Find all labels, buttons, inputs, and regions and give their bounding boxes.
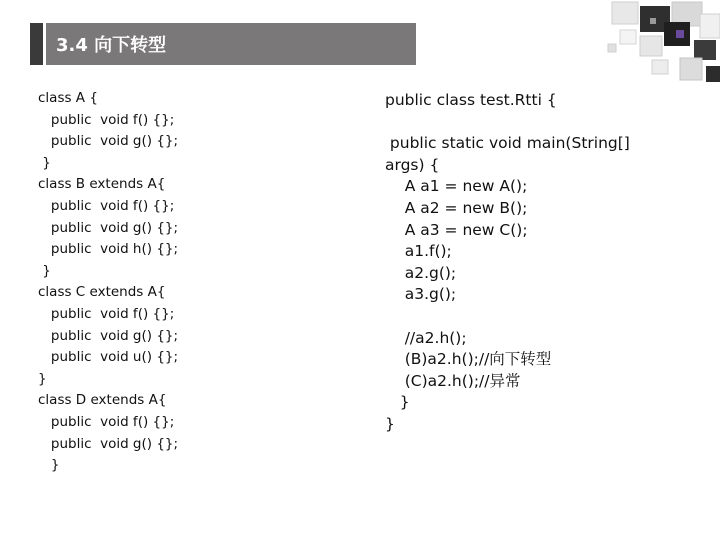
title-accent-divider — [43, 23, 46, 65]
cube-decoration — [608, 2, 720, 82]
slide-title: 3.4 向下转型 — [56, 35, 167, 56]
right-code-block — [385, 90, 630, 436]
code-line: public void f() {}; — [38, 111, 175, 128]
code-line: public class test.Rtti { — [385, 91, 557, 109]
code-line: class B extends A{ — [38, 176, 166, 193]
code-line: public void u() {}; — [38, 349, 179, 366]
code-line: a2.g(); — [385, 263, 457, 282]
code-line: class A { — [38, 90, 98, 106]
code-line: public void f() {}; — [38, 197, 175, 214]
code-line: public void g() {}; — [38, 219, 179, 236]
code-line: public void h() {}; — [38, 241, 179, 258]
code-line: args) { — [385, 155, 440, 174]
code-line: A a1 = new A(); — [385, 177, 528, 196]
code-line: //a2.h(); — [385, 328, 467, 347]
code-line: public static void main(String[] — [385, 134, 630, 153]
code-line: public void g() {}; — [38, 435, 179, 452]
code-line: } — [385, 414, 395, 433]
code-line — [385, 112, 630, 134]
code-line: public void f() {}; — [38, 305, 175, 322]
code-line: } — [38, 154, 51, 171]
code-line: (C)a2.h();//异常 — [385, 371, 521, 390]
left-code-block — [38, 88, 178, 477]
code-line: A a2 = new B(); — [385, 198, 528, 217]
code-line: a1.f(); — [385, 242, 452, 261]
code-line — [385, 306, 630, 328]
code-line: public void g() {}; — [38, 327, 179, 344]
code-line: a3.g(); — [385, 285, 457, 304]
code-line: } — [38, 457, 60, 474]
code-line: } — [38, 262, 51, 279]
code-line: (B)a2.h();//向下转型 — [385, 350, 552, 369]
code-line: public void g() {}; — [38, 133, 179, 150]
title-accent — [30, 23, 43, 65]
code-line: class D extends A{ — [38, 392, 167, 409]
code-line: } — [385, 393, 410, 412]
code-line: class C extends A{ — [38, 284, 166, 301]
code-line: } — [38, 370, 47, 387]
code-line: public void f() {}; — [38, 413, 175, 430]
code-line: A a3 = new C(); — [385, 220, 528, 239]
